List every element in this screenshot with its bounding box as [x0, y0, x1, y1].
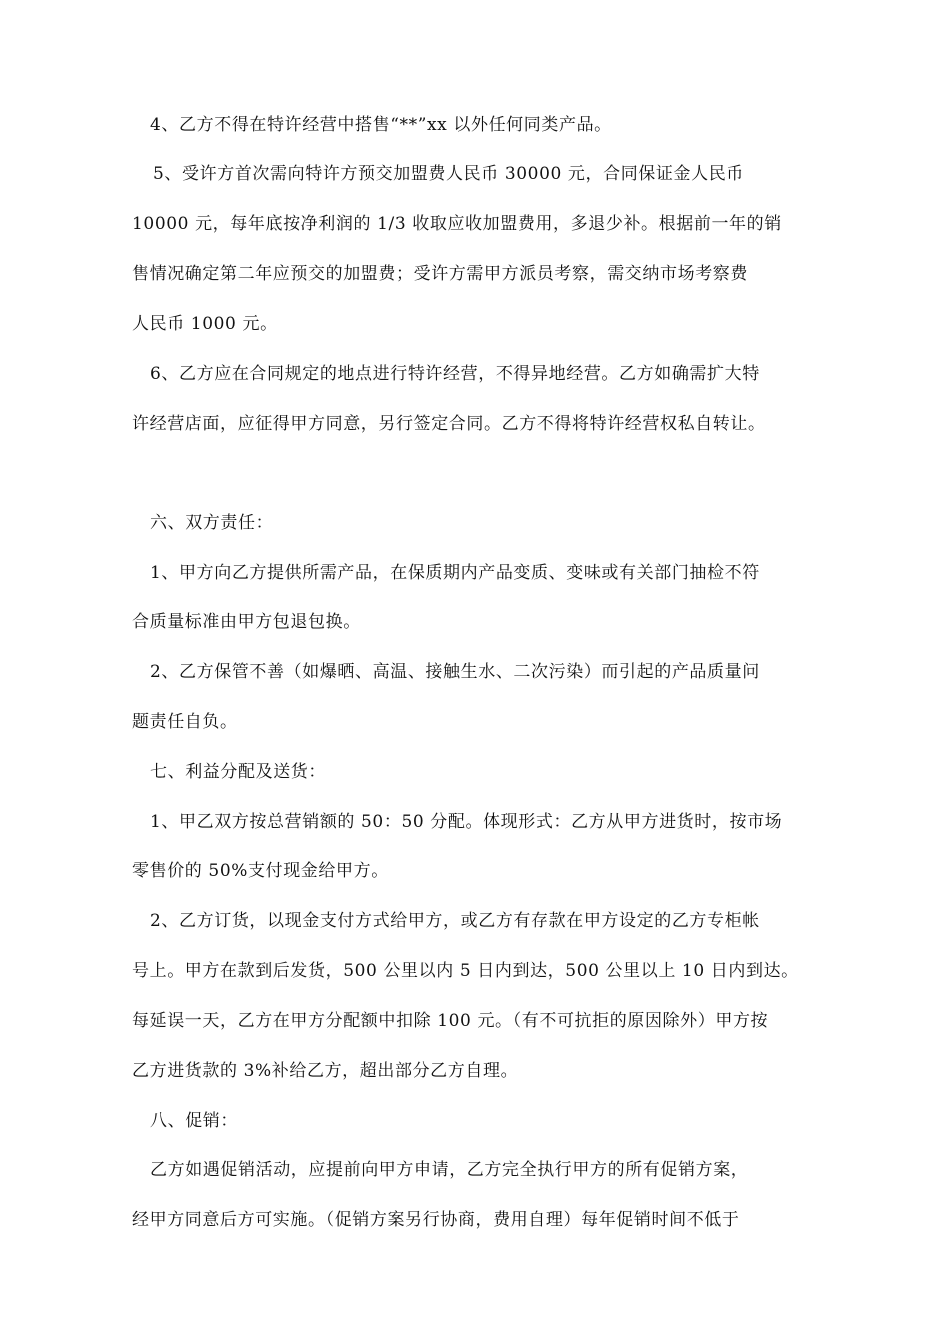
section-6-heading: 六、双方责任：	[150, 513, 274, 533]
clause-4-line-1: 4、乙方不得在特许经营中搭售“**”xx 以外任何同类产品。	[150, 115, 612, 135]
clause-6-line-2: 许经营店面，应征得甲方同意，另行签定合同。乙方不得将特许经营权私自转让。	[132, 414, 766, 434]
section-6-item-1-line-2: 合质量标准由甲方包退包换。	[132, 612, 361, 632]
clause-5-line-4: 人民币 1000 元。	[132, 314, 278, 334]
section-7-item-1-line-1: 1、甲乙双方按总营销额的 50：50 分配。体现形式：乙方从甲方进货时，按市场	[150, 812, 783, 832]
section-8-paragraph-line-1: 乙方如遇促销活动，应提前向甲方申请，乙方完全执行甲方的所有促销方案，	[150, 1160, 749, 1180]
section-7-item-2-line-4: 乙方进货款的 3%补给乙方，超出部分乙方自理。	[132, 1061, 519, 1081]
section-6-item-2-line-2: 题责任自负。	[132, 712, 238, 732]
section-6-item-1-line-1: 1、甲方向乙方提供所需产品，在保质期内产品变质、变味或有关部门抽检不符	[150, 563, 760, 583]
section-6-item-2-line-1: 2、乙方保管不善（如爆晒、高温、接触生水、二次污染）而引起的产品质量问	[150, 662, 760, 682]
clause-6-line-1: 6、乙方应在合同规定的地点进行特许经营，不得异地经营。乙方如确需扩大特	[150, 364, 760, 384]
section-7-heading: 七、利益分配及送货：	[150, 762, 326, 782]
section-7-item-2-line-1: 2、乙方订货，以现金支付方式给甲方，或乙方有存款在甲方设定的乙方专柜帐	[150, 911, 760, 931]
clause-5-line-2: 10000 元，每年底按净利润的 1/3 收取应收加盟费用，多退少补。根据前一年的销	[132, 214, 782, 234]
section-7-item-1-line-2: 零售价的 50%支付现金给甲方。	[132, 861, 389, 881]
section-7-item-2-line-3: 每延误一天，乙方在甲方分配额中扣除 100 元。（有不可抗拒的原因除外）甲方按	[132, 1011, 769, 1031]
section-8-paragraph-line-2: 经甲方同意后方可实施。（促销方案另行协商，费用自理）每年促销时间不低于	[132, 1210, 740, 1230]
clause-5-line-3: 售情况确定第二年应预交的加盟费；受许方需甲方派员考察，需交纳市场考察费	[132, 264, 748, 284]
section-8-heading: 八、促销：	[150, 1111, 238, 1131]
section-7-item-2-line-2: 号上。甲方在款到后发货，500 公里以内 5 日内到达，500 公里以上 10 日内到达。	[132, 961, 799, 981]
clause-5-line-1: 5、受许方首次需向特许方预交加盟费人民币 30000 元，合同保证金人民币	[153, 164, 744, 184]
